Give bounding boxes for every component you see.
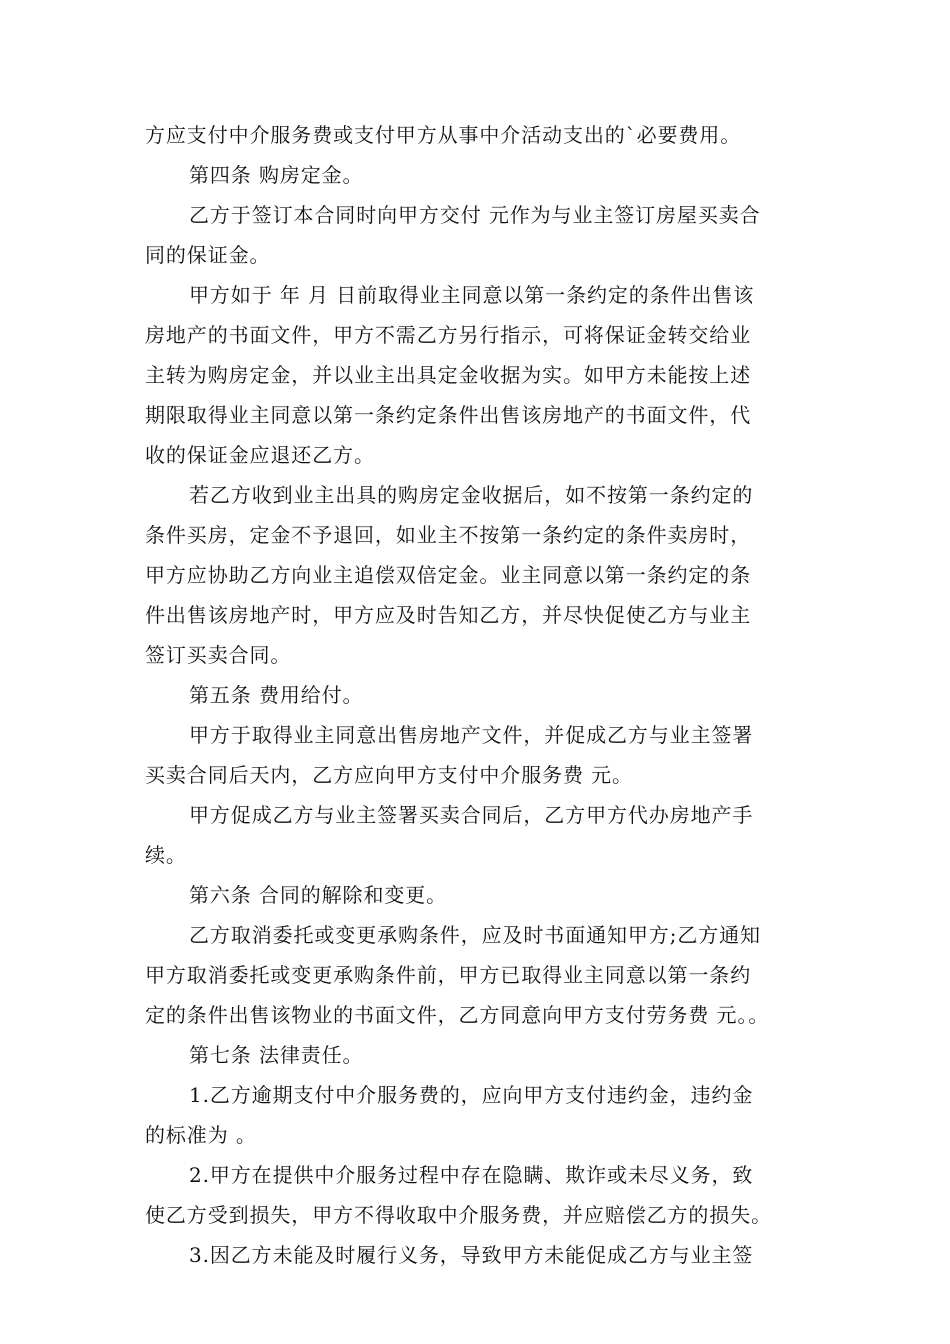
text-line: 甲方促成乙方与业主签署买卖合同后，乙方甲方代办房地产手 <box>189 803 754 827</box>
text-line: 续。 <box>145 843 187 867</box>
text-line: 方应支付中介服务费或支付甲方从事中介活动支出的`必要费用。 <box>145 123 742 147</box>
document-body <box>145 115 810 1275</box>
text-line: 使乙方受到损失，甲方不得收取中介服务费，并应赔偿乙方的损失。 <box>145 1203 772 1227</box>
text-line: 房地产的书面文件，甲方不需乙方另行指示，可将保证金转交给业 <box>145 323 752 347</box>
text-line: 第四条 购房定金。 <box>189 163 364 187</box>
text-line: 2.甲方在提供中介服务过程中存在隐瞒、欺诈或未尽义务，致 <box>189 1163 754 1187</box>
text-line: 买卖合同后天内，乙方应向甲方支付中介服务费 元。 <box>145 763 633 787</box>
text-line: 乙方取消委托或变更承购条件，应及时书面通知甲方;乙方通知 <box>189 923 761 947</box>
text-line: 甲方应协助乙方向业主追偿双倍定金。业主同意以第一条约定的条 <box>145 563 752 587</box>
text-line: 的标准为 。 <box>145 1123 257 1147</box>
text-line: 甲方如于 年 月 日前取得业主同意以第一条约定的条件出售该 <box>189 283 755 307</box>
text-line: 乙方于签订本合同时向甲方交付 元作为与业主签订房屋买卖合 <box>189 203 761 227</box>
text-line: 甲方于取得业主同意出售房地产文件，并促成乙方与业主签署 <box>189 723 754 747</box>
text-line: 同的保证金。 <box>145 243 271 267</box>
text-line: 第七条 法律责任。 <box>189 1043 364 1067</box>
text-line: 1.乙方逾期支付中介服务费的，应向甲方支付违约金，违约金 <box>189 1083 754 1107</box>
text-line: 签订买卖合同。 <box>145 643 292 667</box>
text-line: 甲方取消委托或变更承购条件前，甲方已取得业主同意以第一条约 <box>145 963 752 987</box>
text-line: 第六条 合同的解除和变更。 <box>189 883 448 907</box>
text-line: 收的保证金应退还乙方。 <box>145 443 375 467</box>
text-line: 第五条 费用给付。 <box>189 683 364 707</box>
text-line: 主转为购房定金，并以业主出具定金收据为实。如甲方未能按上述 <box>145 363 752 387</box>
text-line: 期限取得业主同意以第一条约定条件出售该房地产的书面文件，代 <box>145 403 752 427</box>
text-line: 若乙方收到业主出具的购房定金收据后，如不按第一条约定的 <box>189 483 754 507</box>
text-line: 件出售该房地产时，甲方应及时告知乙方，并尽快促使乙方与业主 <box>145 603 752 627</box>
text-line: 条件买房，定金不予退回，如业主不按第一条约定的条件卖房时， <box>145 523 752 547</box>
text-line: 3.因乙方未能及时履行义务，导致甲方未能促成乙方与业主签 <box>189 1243 754 1267</box>
text-line: 定的条件出售该物业的书面文件，乙方同意向甲方支付劳务费 元。。 <box>145 1003 770 1027</box>
